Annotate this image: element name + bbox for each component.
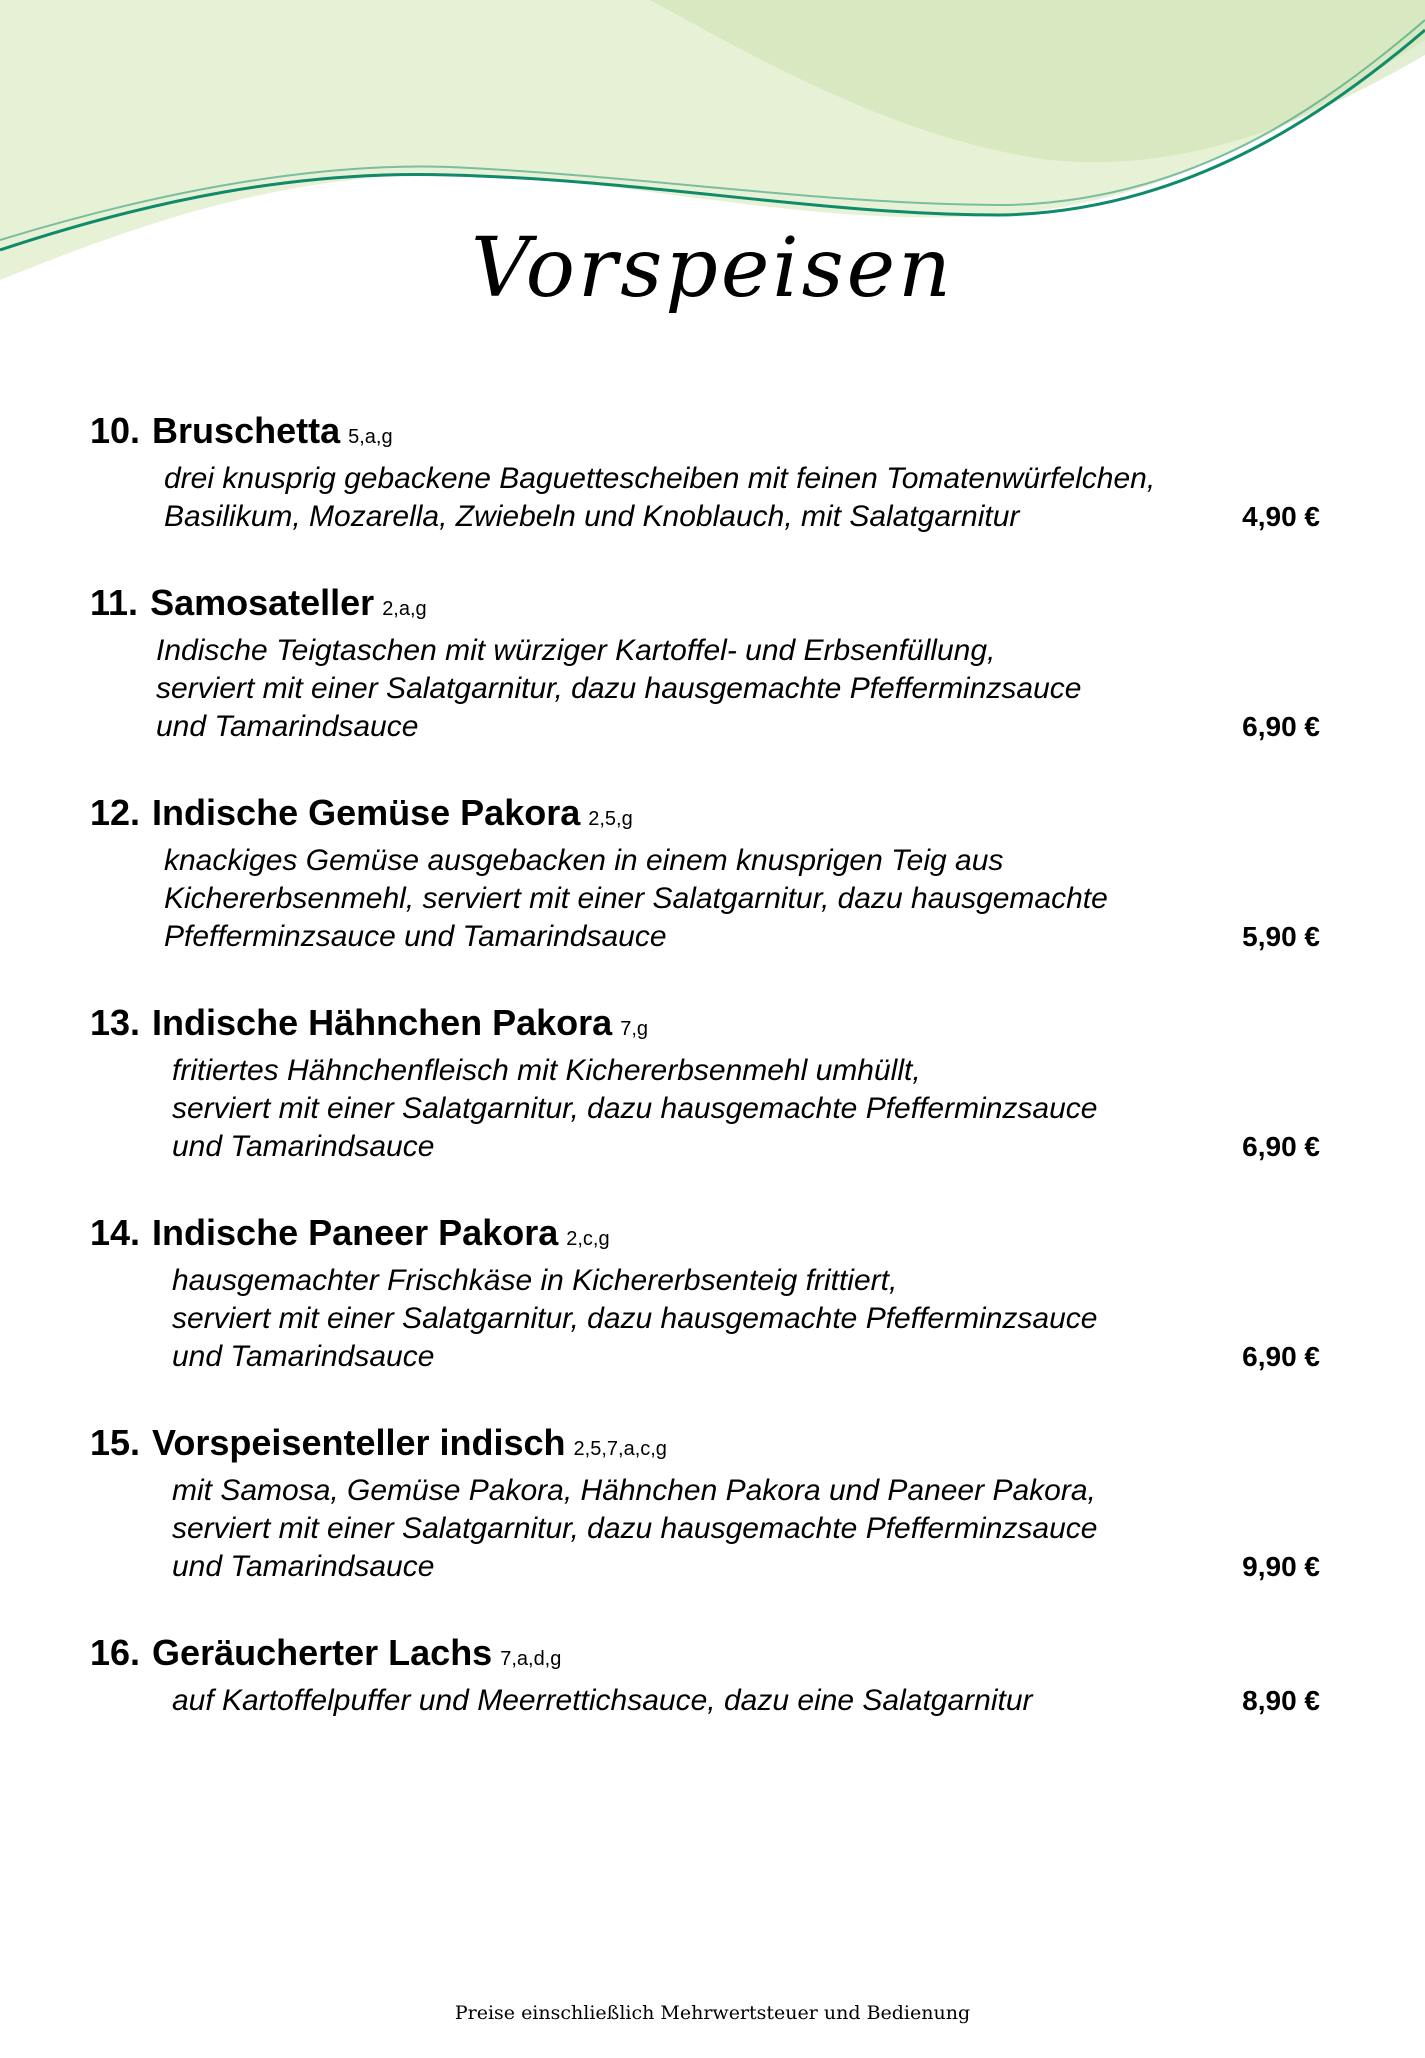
item-price: 6,90 € — [1242, 1131, 1320, 1162]
description-line: und Tamarindsauce — [156, 710, 419, 743]
item-description — [90, 842, 1320, 956]
item-number: 15. — [90, 1422, 141, 1463]
item-number: 16. — [90, 1632, 141, 1673]
item-price: 6,90 € — [1242, 1341, 1320, 1372]
item-description — [90, 1682, 1320, 1720]
item-number: 13. — [90, 1002, 141, 1043]
item-allergens: 2,5,7,a,c,g — [573, 1438, 667, 1460]
item-number: 11. — [90, 582, 139, 623]
item-name: Indische Hähnchen Pakora — [152, 1002, 613, 1043]
item-price: 4,90 € — [1242, 501, 1320, 532]
menu-item-16 — [90, 1630, 1320, 1720]
description-line: serviert mit einer Salatgarnitur, dazu hausgemachte Pfefferminzsauce — [156, 672, 1082, 705]
description-line: serviert mit einer Salatgarnitur, dazu hausgemachte Pfefferminzsauce — [172, 1302, 1098, 1335]
item-name: Indische Gemüse Pakora — [152, 792, 581, 833]
item-allergens: 2,a,g — [382, 598, 427, 620]
description-line: und Tamarindsauce — [172, 1340, 435, 1373]
item-description — [90, 632, 1320, 746]
menu-list — [90, 408, 1320, 1764]
description-line: mit Samosa, Gemüse Pakora, Hähnchen Pakora und Paneer Pakora, — [172, 1474, 1096, 1507]
menu-item-heading — [90, 1210, 1320, 1262]
item-name: Vorspeisenteller indisch — [152, 1422, 566, 1463]
menu-item-11 — [90, 580, 1320, 746]
description-line: drei knusprig gebackene Baguettescheiben mit feinen Tomatenwürfelchen, — [164, 462, 1156, 495]
description-line: hausgemachter Frischkäse in Kichererbsenteig frittiert, — [172, 1264, 898, 1297]
menu-item-12 — [90, 790, 1320, 956]
item-allergens: 2,5,g — [588, 808, 633, 830]
menu-item-heading — [90, 1000, 1320, 1052]
item-allergens: 5,a,g — [348, 426, 393, 448]
description-line: serviert mit einer Salatgarnitur, dazu hausgemachte Pfefferminzsauce — [172, 1512, 1098, 1545]
description-line: knackiges Gemüse ausgebacken in einem knusprigen Teig aus — [164, 844, 1004, 877]
item-description — [90, 1052, 1320, 1166]
description-line: serviert mit einer Salatgarnitur, dazu hausgemachte Pfefferminzsauce — [172, 1092, 1098, 1125]
menu-item-10 — [90, 408, 1320, 536]
item-name: Bruschetta — [152, 410, 341, 451]
description-line: Kichererbsenmehl, serviert mit einer Salatgarnitur, dazu hausgemachte — [164, 882, 1108, 915]
item-number: 10. — [90, 410, 141, 451]
description-line: und Tamarindsauce — [172, 1130, 435, 1163]
item-price: 6,90 € — [1242, 711, 1320, 742]
item-allergens: 7,a,d,g — [500, 1648, 562, 1670]
menu-item-heading — [90, 790, 1320, 842]
menu-item-heading — [90, 1420, 1320, 1472]
menu-item-14 — [90, 1210, 1320, 1376]
description-line: Basilikum, Mozarella, Zwiebeln und Knoblauch, mit Salatgarnitur — [164, 500, 1020, 533]
item-name: Samosateller — [150, 582, 375, 623]
item-price: 5,90 € — [1242, 921, 1320, 952]
menu-item-13 — [90, 1000, 1320, 1166]
item-name: Geräucherter Lachs — [152, 1632, 493, 1673]
item-number: 14. — [90, 1212, 141, 1253]
description-line: und Tamarindsauce — [172, 1550, 435, 1583]
menu-item-heading — [90, 1630, 1320, 1682]
description-line: Pfefferminzsauce und Tamarindsauce — [164, 920, 667, 953]
menu-item-15 — [90, 1420, 1320, 1586]
description-line: fritiertes Hähnchenfleisch mit Kichererbsenmehl umhüllt, — [172, 1054, 921, 1087]
item-price: 8,90 € — [1242, 1685, 1320, 1716]
item-name: Indische Paneer Pakora — [152, 1212, 559, 1253]
description-line: Indische Teigtaschen mit würziger Kartoffel- und Erbsenfüllung, — [156, 634, 996, 667]
item-description — [90, 1262, 1320, 1376]
footer-note: Preise einschließlich Mehrwertsteuer und Bedienung — [454, 2002, 971, 2024]
menu-item-heading — [90, 408, 1320, 460]
page-title: Vorspeisen — [470, 221, 954, 316]
description-line: auf Kartoffelpuffer und Meerrettichsauce, dazu eine Salatgarnitur — [172, 1684, 1033, 1717]
item-price: 9,90 € — [1242, 1551, 1320, 1582]
item-description — [90, 1472, 1320, 1586]
item-number: 12. — [90, 792, 141, 833]
item-allergens: 2,c,g — [566, 1228, 610, 1250]
menu-item-heading — [90, 580, 1320, 632]
item-description — [90, 460, 1320, 536]
item-allergens: 7,g — [620, 1018, 649, 1040]
